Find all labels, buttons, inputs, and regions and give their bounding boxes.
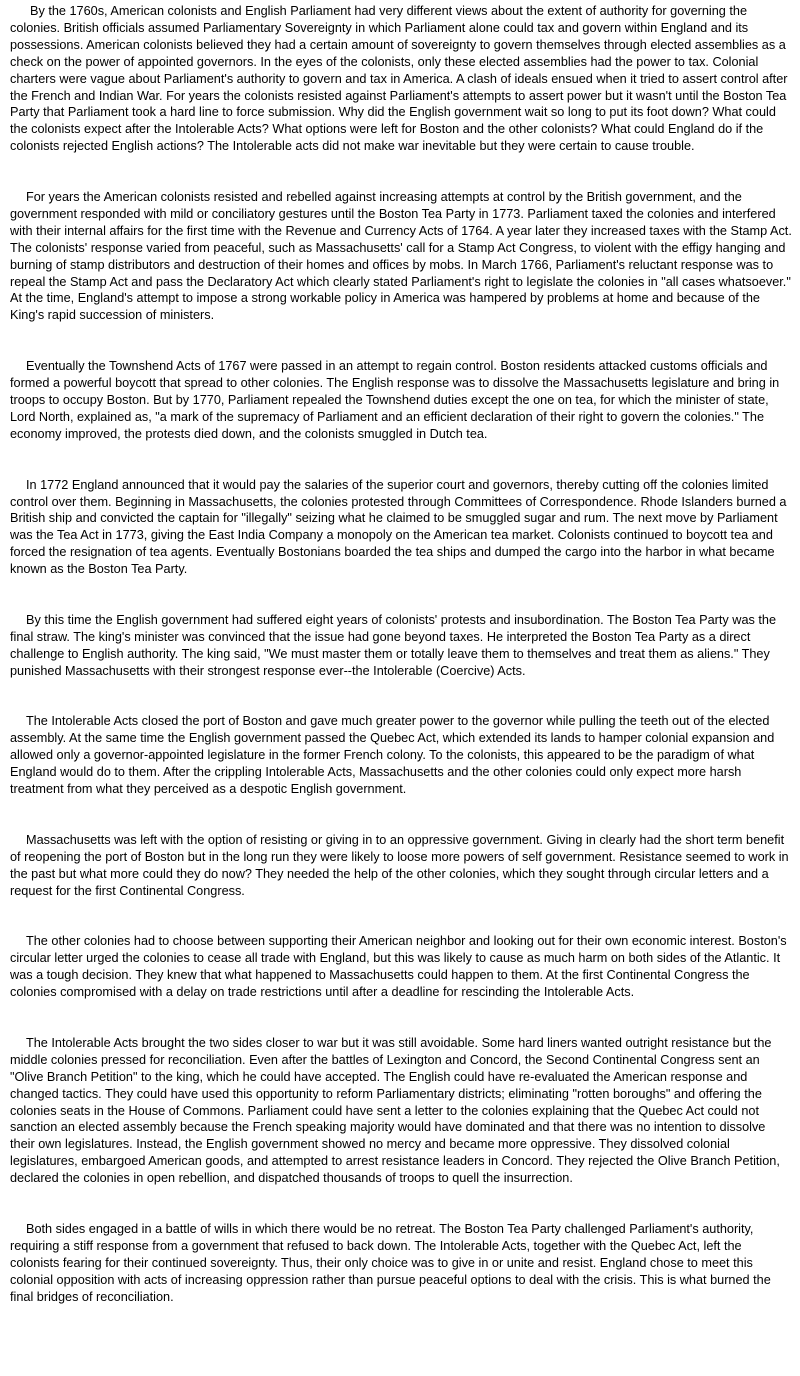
paragraph-7: Massachusetts was left with the option of resisting or giving in to an oppressive government. Giving in clearly had the short term benefit of reopening the port of Boston but in the long run they were likely to loose more powers of self government. Resistance seemed to work in the past but what more could they do now? They needed the help of the other colonies, which they sought through circular letters and a request for the first Continental Congress. bbox=[10, 832, 789, 898]
paragraph-2: For years the American colonists resisted and rebelled against increasing attempts at control by the British government, and the government responded with mild or conciliatory gestures until the Boston Tea Party in 1773. Parliament taxed the colonies and interfered with their internal affairs for the first time with the Revenue and Currency Acts of 1764. A year later they increased taxes with the Stamp Act. The colonists' response varied from peaceful, such as Massachusetts' call for a Stamp Act Congress, to violent with the effigy hanging and burning of stamp distributors and destruction of their homes and offices by mobs. In March 1766, Parliament's reluctant response was to repeal the Stamp Act and pass the Declaratory Act which clearly stated Parliament's right to legislate the colonies in "all cases whatsoever." At the time, England's attempt to impose a strong workable policy in America was hampered by problems at home and because of the King's rapid succession of ministers. bbox=[10, 190, 792, 323]
essay-body bbox=[10, 3, 792, 1305]
paragraph-9: The Intolerable Acts brought the two sides closer to war but it was still avoidable. Some hard liners wanted outright resistance but the middle colonies pressed for reconciliation. Even after the battles of Lexington and Concord, the Second Continental Congress sent an "Olive Branch Petition" to the king, which he could have accepted. The English could have re-evaluated the American response and changed tactics. They could have used this opportunity to reform Parliamentary districts; eliminating "rotten boroughs" and offering the colonies seats in the House of Commons. Parliament could have sent a letter to the colonies explaining that the Quebec Act could not sanction an elected assembly because the French speaking majority would have dominated and that there was no intention to dissolve their own legislatures. Instead, the English government showed no mercy and became more oppressive. They dissolved colonial legislatures, embargoed American goods, and attempted to arrest resistance leaders in Concord. They rejected the Olive Branch Petition, declared the colonies in open rebellion, and dispatched thousands of troops to quell the insurrection. bbox=[10, 1035, 780, 1186]
paragraph-4: In 1772 England announced that it would pay the salaries of the superior court and governors, thereby cutting off the colonies limited control over them. Beginning in Massachusetts, the colonies protested through Committees of Correspondence. Rhode Islanders burned a British ship and convicted the captain for "illegally" seizing what he claimed to be smuggled sugar and rum. The next move by Parliament was the Tea Act in 1773, giving the East India Company a monopoly on the American tea market. Colonists continued to boycott tea and forced the resignation of tea agents. Eventually Bostonians boarded the tea ships and dumped the cargo into the harbor in what became known as the Boston Tea Party. bbox=[10, 477, 787, 577]
paragraph-3: Eventually the Townshend Acts of 1767 were passed in an attempt to regain control. Boston residents attacked customs officials and formed a powerful boycott that spread to other colonies. The English response was to dissolve the Massachusetts legislature and bring in troops to occupy Boston. But by 1770, Parliament repealed the Townshend duties except the one on tea, for which the minister of state, Lord North, explained as, "a mark of the supremacy of Parliament and an efficient declaration of their right to govern the colonies." The economy improved, the protests died down, and the colonists smuggled in Dutch tea. bbox=[10, 359, 780, 441]
paragraph-5: By this time the English government had suffered eight years of colonists' protests and insubordination. The Boston Tea Party was the final straw. The king's minister was convinced that the issue had gone beyond taxes. He interpreted the Boston Tea Party as a direct challenge to English authority. The king said, "We must master them or totally leave them to themselves and treat them as aliens." They punished Massachusetts with their strongest response ever--the Intolerable (Coercive) Acts. bbox=[10, 612, 777, 678]
paragraph-8: The other colonies had to choose between supporting their American neighbor and looking out for their own economic interest. Boston's circular letter urged the colonies to cease all trade with England, but this was likely to cause as much harm on both sides of the Atlantic. It was a tough decision. They knew that what happened to Massachusetts could happen to them. At the first Continental Congress the colonies compromised with a delay on trade restrictions until after a deadline for rescinding the Intolerable Acts. bbox=[10, 934, 787, 1000]
paragraph-10: Both sides engaged in a battle of wills in which there would be no retreat. The Boston Tea Party challenged Parliament's authority, requiring a stiff response from a government that refused to back down. The Intolerable Acts, together with the Quebec Act, left the colonists fearing for their continued sovereignty. Thus, their only choice was to give in or unite and resist. England chose to meet this colonial opposition with acts of increasing oppression rather than pursue peaceful options to deal with the crisis. This is what burned the final bridges of reconciliation. bbox=[10, 1221, 771, 1304]
paragraph-1: By the 1760s, American colonists and English Parliament had very different views about the extent of authority for governing the colonies. British officials assumed Parliamentary Sovereignty in which Parliament alone could tax and govern within England and its possessions. American colonists believed they had a certain amount of sovereignty to govern themselves through elected assemblies as a check on the power of appointed governors. In the eyes of the colonists, only these elected assemblies had the power to tax. Colonial charters were vague about Parliament's authority to govern and tax in America. A clash of ideals ensued when it tried to assert control after the French and Indian War. For years the colonists resisted against Parliament's attempts to assert power but it wasn't until the Boston Tea Party that Parliament took a hard line to force submission. Why did the English government wait so long to put its foot down? What could the colonists expect after the Intolerable Acts? What options were left for Boston and the other colonists? What could England do if the colonists rejected English actions? The Intolerable acts did not make war inevitable but they were certain to cause trouble. bbox=[10, 4, 788, 154]
paragraph-6: The Intolerable Acts closed the port of Boston and gave much greater power to the governor while pulling the teeth out of the elected assembly. At the same time the English government passed the Quebec Act, which extended its lands to hamper colonial expansion and allowed only a governor-appointed legislature in the former French colony. To the colonists, this appeared to be the paradigm of what England would do to them. After the crippling Intolerable Acts, Massachusetts and the other colonies could only expect more harsh treatment from what they perceived as a despotic English government. bbox=[10, 714, 775, 797]
